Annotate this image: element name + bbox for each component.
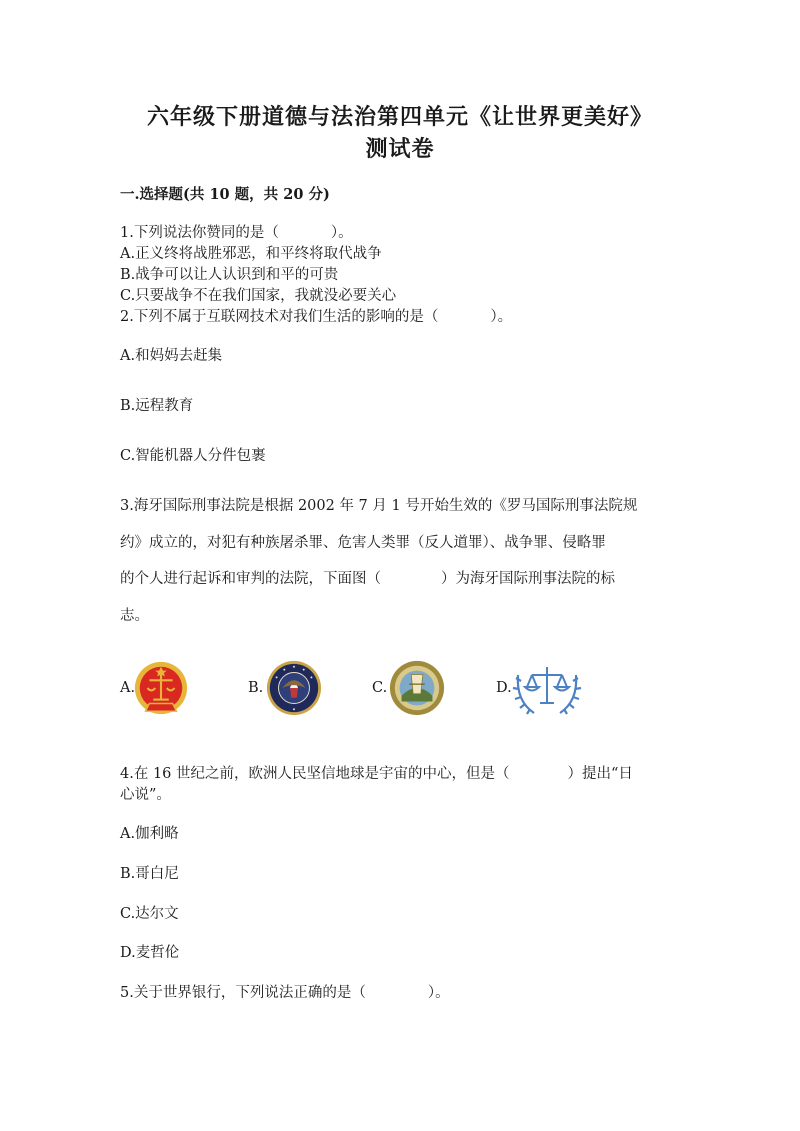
question-3-line-3-end: ）为海牙国际刑事法院的标 bbox=[441, 571, 615, 587]
option-c-label: C. bbox=[372, 680, 388, 696]
question-2-option-a: A.和妈妈去赶集 bbox=[120, 348, 223, 364]
question-1-option-b: B.战争可以让人认识到和平的可贵 bbox=[120, 267, 339, 283]
icc-seal-icon bbox=[388, 659, 446, 717]
question-2-stem-start: 2.下列不属于互联网技术对我们生活的影响的是（ bbox=[120, 309, 439, 325]
option-a-label: A. bbox=[120, 680, 136, 696]
option-b-label: B. bbox=[248, 680, 264, 696]
question-4-line-1 bbox=[120, 762, 633, 783]
question-5-stem bbox=[120, 981, 450, 1002]
question-4-option-d: D.麦哲伦 bbox=[120, 945, 180, 961]
page-title-line-1: 六年级下册道德与法治第四单元《让世界更美好》 bbox=[146, 104, 653, 130]
un-scales-icon bbox=[512, 657, 582, 719]
question-4-line-1-start: 4.在 16 世纪之前，欧洲人民坚信地球是宇宙的中心，但是（ bbox=[120, 766, 510, 782]
question-4-option-a: A.伽利略 bbox=[120, 826, 179, 842]
option-d-label: D. bbox=[496, 680, 512, 696]
scales-mark bbox=[525, 667, 569, 703]
page-title-line-2: 测试卷 bbox=[365, 136, 435, 162]
question-4-option-b: B.哥白尼 bbox=[120, 866, 179, 882]
question-3-line-3-start: 的个人进行起诉和审判的法院，下面图（ bbox=[120, 571, 381, 587]
question-2-stem bbox=[120, 305, 512, 326]
question-3-line-1: 3.海牙国际刑事法院是根据 2002 年 7 月 1 号开始生效的《罗马国际刑事法院规 bbox=[120, 498, 638, 514]
question-1-stem bbox=[120, 221, 353, 242]
question-2-option-c: C.智能机器人分件包裹 bbox=[120, 448, 266, 464]
question-1-stem-end: ）。 bbox=[330, 225, 353, 241]
question-4-option-c: C.达尔文 bbox=[120, 906, 179, 922]
question-3-line-2: 约》成立的，对犯有种族屠杀罪、危害人类罪（反人道罪）、战争罪、侵略罪 bbox=[120, 535, 606, 551]
question-3-line-3 bbox=[120, 567, 615, 588]
question-4-line-2: 心说”。 bbox=[120, 787, 171, 803]
question-1-stem-start: 1.下列说法你赞同的是（ bbox=[120, 225, 279, 241]
question-1-option-c: C.只要战争不在我们国家，我就没必要关心 bbox=[120, 288, 397, 304]
question-4-line-1-end: ）提出“日 bbox=[567, 766, 633, 782]
question-3-line-4: 志。 bbox=[120, 608, 149, 624]
olive-branch-right bbox=[560, 675, 581, 714]
question-1-option-a: A.正义终将战胜邪恶，和平终将取代战争 bbox=[120, 246, 382, 262]
question-5-stem-start: 5.关于世界银行，下列说法正确的是（ bbox=[120, 985, 366, 1001]
emblem-base bbox=[146, 703, 177, 711]
question-5-stem-end: ）。 bbox=[427, 985, 450, 1001]
question-2-option-b: B.远程教育 bbox=[120, 398, 194, 414]
court-emblem-icon bbox=[132, 659, 190, 717]
question-2-stem-end: ）。 bbox=[490, 309, 513, 325]
olive-branch-left bbox=[513, 675, 534, 714]
presidential-seal-icon bbox=[265, 659, 323, 717]
section-heading: 一.选择题(共 10 题，共 20 分) bbox=[120, 186, 330, 203]
